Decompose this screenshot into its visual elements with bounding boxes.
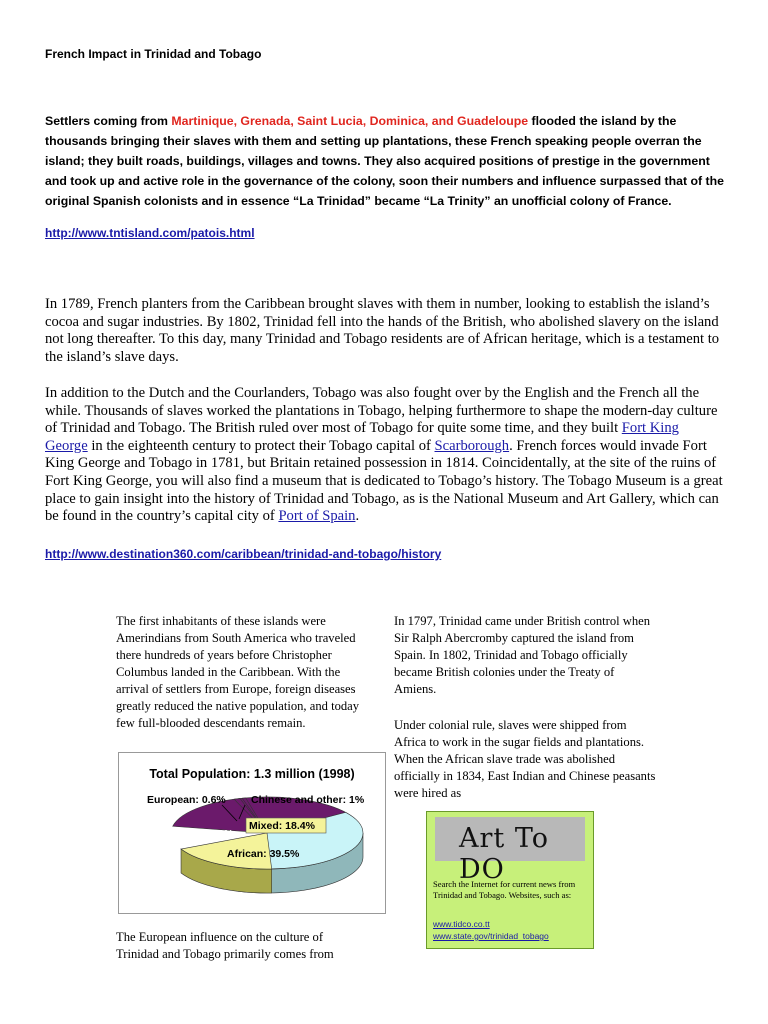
pie-label-african: African: 39.5% [227, 848, 300, 860]
intro-highlight: Martinique, Grenada, Saint Lucia, Dominica, and Guadeloupe [171, 114, 529, 128]
fort-king-george-link[interactable]: Fort King George [45, 420, 679, 454]
tidco-link[interactable]: www.tidco.co.tt [433, 919, 490, 929]
paragraph-1789: In 1789, French planters from the Caribbean brought slaves with them in number, looking to establish the island’s cocoa and sugar industries. By 1802, Trinidad fell into the hands of the British, who abolished slavery on the island not long thereafter. To this day, many Trinidad and Tobago residents are of African heritage, which is a testament to the island’s slave days. [45, 296, 720, 365]
pie-label-east-indian: East Indian: 40.3% [141, 828, 234, 840]
source-link-tntisland[interactable]: http://www.tntisland.com/patois.html [45, 226, 255, 240]
population-chart [118, 752, 386, 914]
art-to-do-box [426, 811, 594, 949]
intro-paragraph [45, 111, 735, 211]
page-title: French Impact in Trinidad and Tobago [45, 47, 262, 61]
chart-title: Total Population: 1.3 million (1998) [149, 767, 355, 781]
intro-prefix: Settlers coming from [45, 114, 172, 128]
paragraph-tobago [45, 385, 725, 526]
inhabitants-paragraph: The first inhabitants of these islands were Amerindians from South America who traveled there hundreds of years before Christopher Columbus landed in the Caribbean. With the arrival of settlers from Europe, foreign diseases greatly reduced the native population, and today few full-blooded descendants remain. [116, 614, 360, 730]
pie-label-chinese-and-other: Chinese and other: 1% [251, 794, 365, 806]
intro-suffix: flooded the island by the thousands bringing their slaves with them and setting up plantations, these French speaking people overran the island; they built roads, buildings, villages and towns. They also acquired positions of prestige in the government and took up and active role in the governance of the colony, soon their numbers and influence surpassed that of the original Spanish colonists and in essence “La Trinidad” became “La Trinity” an unofficial colony of France. [45, 114, 724, 208]
british-control-paragraph: In 1797, Trinidad came under British control when Sir Ralph Abercromby captured the island from Spain. In 1802, Trinidad and Tobago officially became British colonies under the Treaty of Amiens. [394, 614, 651, 696]
para2-text-2: in the eighteenth century to protect their Tobago capital of [87, 437, 435, 454]
para2-text-1: In addition to the Dutch and the Courlanders, Tobago was also fought over by the English and the French all the while. Thousands of slaves worked the plantations in Tobago, helping furthermore to shape the modern-day culture of Trinidad and Tobago. The British ruled over most of Tobago for quite some time, and they built [45, 385, 718, 437]
european-influence-paragraph: The European influence on the culture of Trinidad and Tobago primarily comes from [116, 930, 334, 961]
pie-label-european: European: 0.6% [147, 794, 226, 806]
art-to-do-text: Search the Internet for current news from Trinidad and Tobago. Websites, such as: [433, 879, 576, 900]
port-of-spain-link[interactable]: Port of Spain [278, 508, 356, 525]
colonial-rule-paragraph: Under colonial rule, slaves were shipped from Africa to work in the sugar fields and plantations. When the African slave trade was abolished officially in 1834, East Indian and Chinese peasants were hired as [394, 718, 656, 800]
scarborough-link[interactable]: Scarborough [434, 437, 510, 454]
source-link-destination360[interactable]: http://www.destination360.com/caribbean/trinidad-and-tobago/history [45, 547, 442, 561]
para2-text-3: . French forces would invade Fort King George and Tobago in 1781, but Britain retained possession in 1814. Coincidentally, at the site of the ruins of Fort King George, you will also find a museum that is dedicated to Tobago’s history. The Tobago Museum is a great place to gain insight into the history of Trinidad and Tobago, as is the National Museum and Art Gallery, which can be found in the country’s capital city of [45, 437, 723, 525]
population-pie-svg [119, 753, 385, 913]
pie-label-mixed: Mixed: 18.4% [249, 820, 315, 832]
art-to-do-logo: Art To DO [459, 823, 550, 885]
state-gov-link[interactable]: www.state.gov/trinidad_tobago [433, 931, 549, 941]
para2-text-4: . [355, 508, 360, 525]
